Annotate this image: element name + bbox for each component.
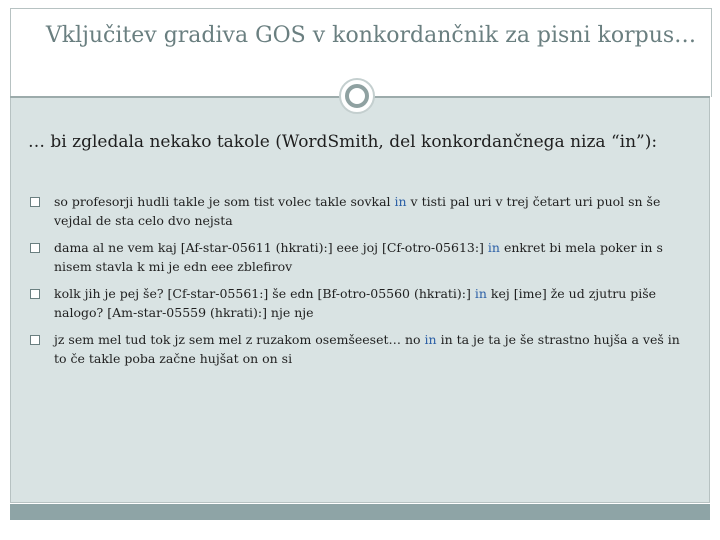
item-text-before: jz sem mel tud tok jz sem mel z ruzakom osemšeeset… no — [54, 332, 425, 347]
item-text-after: enkret bi mela poker in s nisem stavla k mi je edn eee zblefirov — [54, 240, 663, 274]
list-item — [28, 192, 693, 230]
item-text-after: v tisti pal uri v trej četart uri puol sn še vejdal de sta celo dvo nejsta — [54, 194, 661, 228]
item-text-before: so profesorji hudli takle je som tist volec takle sovkal — [54, 194, 395, 209]
list-item — [28, 330, 693, 368]
bullet-icon — [30, 243, 40, 253]
list-item — [28, 284, 693, 322]
keyword: in — [474, 286, 487, 301]
keyword: in — [487, 240, 500, 255]
circle-ornament-inner — [345, 84, 369, 108]
item-text-before: kolk jih je pej še? [Cf-star-05561:] še edn [Bf-otro-05560 (hkrati):] — [54, 286, 475, 301]
item-text-after: kej [ime] že ud zjutru piše nalogo? [Am-star-05559 (hkrati):] nje nje — [54, 286, 657, 320]
footer-band — [10, 504, 710, 520]
keyword: in — [424, 332, 437, 347]
item-text-before: dama al ne vem kaj [Af-star-05611 (hkrati):] eee joj [Cf-otro-05613:] — [54, 240, 488, 255]
keyword: in — [394, 194, 407, 209]
bullet-icon — [30, 289, 40, 299]
bullet-icon — [30, 335, 40, 345]
concordance-list — [28, 192, 693, 376]
item-text-after: in ta je ta je še strastno hujša a veš in to če takle poba začne hujšat on on si — [54, 332, 680, 366]
list-item — [28, 238, 693, 276]
bullet-icon — [30, 197, 40, 207]
intro-text: … bi zgledala nekako takole (WordSmith, del konkordančnega niza “in”): — [28, 132, 658, 152]
slide-title: Vključitev gradiva GOS v konkordančnik za pisni korpus… — [45, 23, 697, 48]
circle-ornament-icon — [339, 78, 375, 114]
